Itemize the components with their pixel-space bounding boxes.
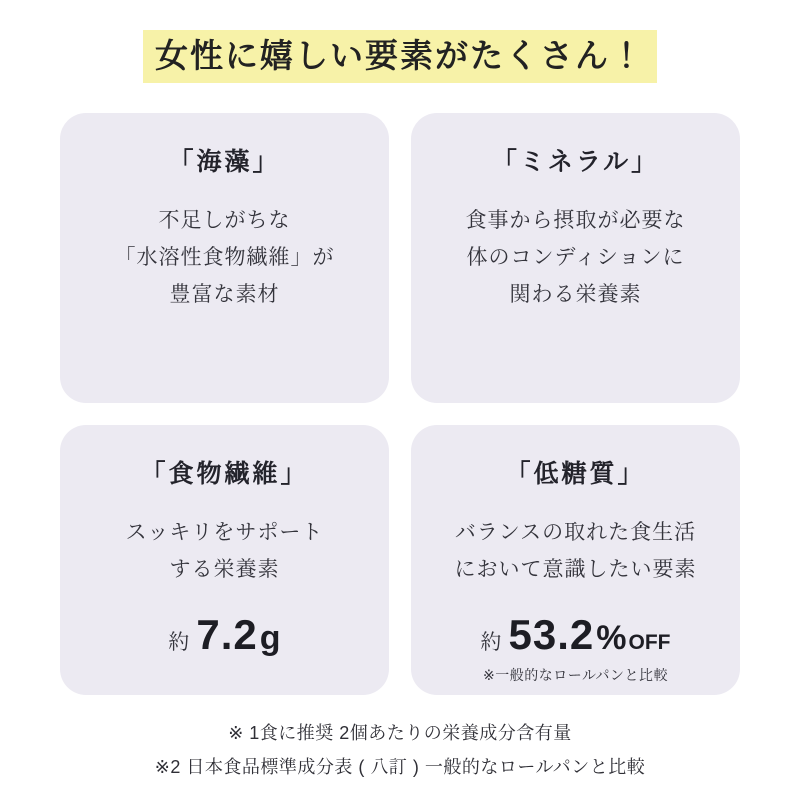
card-body-line: 「水溶性食物繊維」が	[114, 246, 335, 269]
metric-unit: %	[596, 618, 627, 657]
metric-prefix: 約	[168, 630, 191, 654]
footnote-item: ※ 1食に推奨 2個あたりの栄養成分含有量	[228, 723, 572, 744]
footnote-item: ※2 日本食品標準成分表 ( 八訂 ) 一般的なロールパンと比較	[154, 756, 646, 777]
feature-card-dietary-fiber	[60, 425, 389, 695]
headline-container	[60, 30, 740, 83]
card-title: 「海藻」	[168, 148, 281, 177]
card-body	[455, 515, 697, 589]
card-body-line: 食事から摂取が必要な	[465, 209, 686, 233]
footnotes	[60, 717, 740, 784]
card-body-line: 豊富な素材	[169, 282, 280, 306]
metric-suffix: OFF	[628, 630, 671, 654]
card-body-line: において意識したい要素	[454, 558, 697, 581]
metric-prefix: 約	[480, 630, 503, 654]
feature-card-mineral	[411, 113, 740, 403]
card-body	[126, 515, 324, 589]
card-title: 「ミネラル」	[491, 148, 660, 177]
card-title: 「食物繊維」	[140, 460, 309, 489]
metric-value: 7.2	[196, 610, 258, 658]
card-body-line: スッキリをサポート	[125, 521, 324, 545]
metric-value: 53.2	[508, 610, 595, 658]
card-body-line: 体のコンディションに	[466, 246, 685, 269]
card-body-line: 不足しがちな	[158, 209, 291, 233]
metric-note: ※一般的なロールパンと比較	[483, 666, 668, 683]
card-body	[466, 203, 686, 313]
card-title: 「低糖質」	[505, 460, 646, 489]
metric-unit: g	[259, 618, 281, 657]
card-body-line: する栄養素	[169, 558, 280, 581]
metric-fiber	[168, 611, 280, 659]
card-body-line: 関わる栄養素	[509, 282, 642, 306]
card-body	[115, 203, 335, 313]
feature-card-low-sugar	[411, 425, 740, 695]
metric-sugar-reduction	[481, 611, 671, 659]
feature-card-seaweed	[60, 113, 389, 403]
page-title: 女性に嬉しい要素がたくさん！	[143, 30, 657, 83]
feature-card-grid	[60, 113, 740, 695]
card-body-line: バランスの取れた食生活	[454, 521, 697, 545]
